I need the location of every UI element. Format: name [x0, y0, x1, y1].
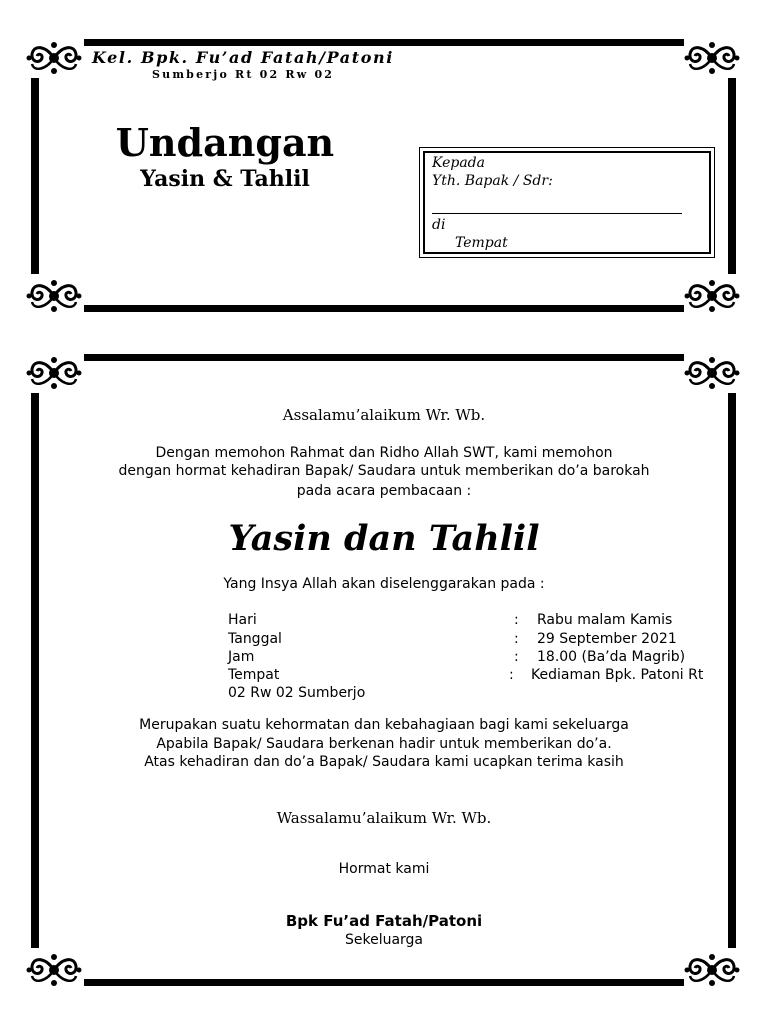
schedule-intro: Yang Insya Allah akan diselenggarakan pada :	[223, 576, 545, 592]
detail-sep: :	[514, 612, 519, 628]
ornament-corner-icon	[684, 353, 740, 393]
detail-label-tanggal: Tanggal	[228, 631, 282, 647]
envelope-border-right	[728, 78, 736, 274]
signer-suffix: Sekeluarga	[344, 932, 424, 948]
intro-line-3: pada acara pembacaan :	[296, 483, 472, 499]
envelope-border-left	[31, 78, 39, 274]
recipient-tempat: Tempat	[455, 235, 508, 251]
detail-sep: :	[514, 649, 519, 665]
greeting: Assalamu’alaikum Wr. Wb.	[282, 406, 486, 424]
closing-line-2: Apabila Bapak/ Saudara berkenan hadir untuk memberikan do’a.	[156, 736, 612, 752]
recipient-name-line[interactable]	[432, 213, 682, 214]
detail-value-tempat: Kediaman Bpk. Patoni Rt	[531, 667, 704, 683]
ornament-corner-icon	[684, 950, 740, 990]
letter-border-bottom	[84, 979, 684, 986]
envelope-subtitle: Yasin & Tahlil	[140, 166, 310, 192]
ornament-corner-icon	[26, 276, 82, 316]
family-address: Sumberjo Rt 02 Rw 02	[152, 68, 335, 81]
recipient-yth: Yth. Bapak / Sdr:	[432, 173, 553, 189]
family-name: Kel. Bpk. Fu’ad Fatah/Patoni	[92, 48, 394, 67]
recipient-di: di	[432, 217, 446, 233]
farewell: Wassalamu’alaikum Wr. Wb.	[276, 809, 492, 827]
letter-border-top	[84, 354, 684, 361]
detail-sep: :	[509, 667, 514, 683]
detail-label-hari: Hari	[228, 612, 257, 628]
detail-value-tanggal: 29 September 2021	[537, 631, 677, 647]
detail-tempat-continuation: 02 Rw 02 Sumberjo	[228, 685, 366, 701]
intro-line-2: dengan hormat kehadiran Bapak/ Saudara untuk memberikan do’a barokah	[118, 463, 650, 479]
closing-line-3: Atas kehadiran dan do’a Bapak/ Saudara kami ucapkan terima kasih	[144, 754, 624, 770]
envelope-border-top	[84, 39, 684, 46]
detail-label-tempat: Tempat	[228, 667, 280, 683]
ornament-corner-icon	[684, 276, 740, 316]
ornament-corner-icon	[684, 38, 740, 78]
recipient-kepada: Kepada	[432, 155, 485, 171]
ornament-corner-icon	[26, 353, 82, 393]
detail-sep: :	[514, 631, 519, 647]
detail-value-jam: 18.00 (Ba’da Magrib)	[537, 649, 686, 665]
ornament-corner-icon	[26, 950, 82, 990]
envelope-border-bottom	[84, 305, 684, 312]
closing-line-1: Merupakan suatu kehormatan dan kebahagiaan bagi kami sekeluarga	[139, 717, 629, 733]
regards: Hormat kami	[338, 861, 430, 877]
envelope-title: Undangan	[115, 120, 335, 165]
detail-label-jam: Jam	[228, 649, 255, 665]
event-title: Yasin dan Tahlil	[228, 518, 540, 559]
intro-line-1: Dengan memohon Rahmat dan Ridho Allah SWT, kami memohon	[155, 445, 613, 461]
ornament-corner-icon	[26, 38, 82, 78]
signer-name: Bpk Fu’ad Fatah/Patoni	[285, 912, 483, 930]
detail-value-hari: Rabu malam Kamis	[537, 612, 673, 628]
